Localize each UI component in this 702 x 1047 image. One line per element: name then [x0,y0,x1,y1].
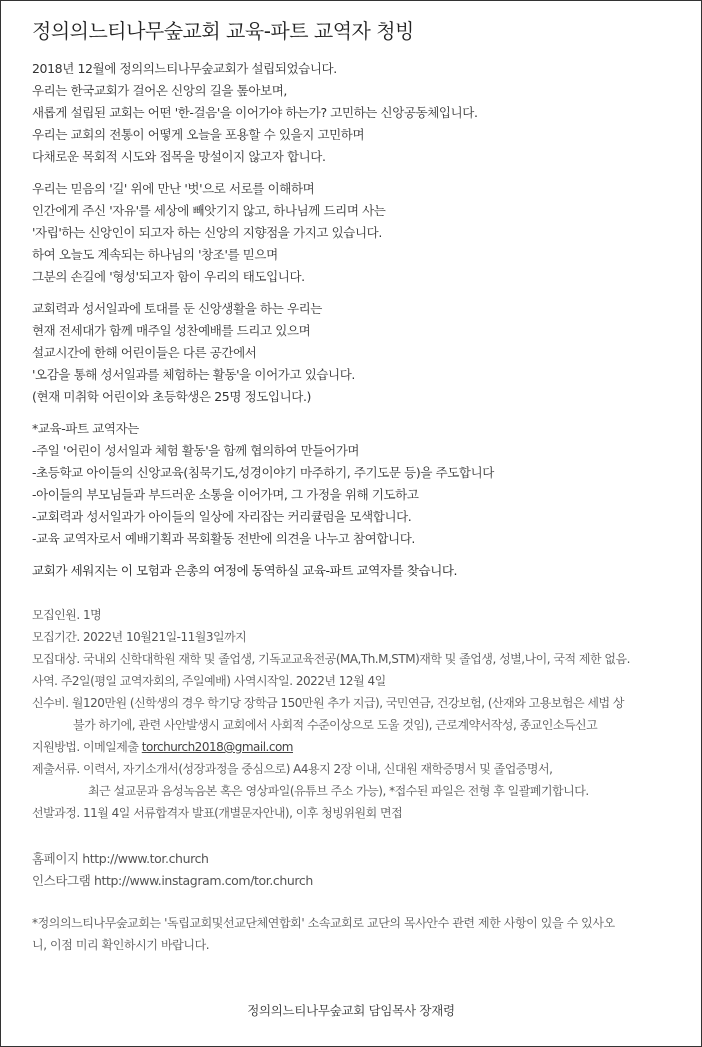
text-line: '자립'하는 신앙인이 되고자 하는 신앙의 지향점을 가지고 있습니다. [32,225,382,240]
instagram-line [32,870,692,892]
text-line: '오감을 통해 성서일과를 체험하는 활동'을 이어가고 있습니다. [32,367,355,382]
text-line: 인간에게 주신 '자유'를 세상에 빼앗기지 않고, 하나님께 드리며 사는 [32,203,386,218]
text-line: 하여 오늘도 계속되는 하나님의 '창조'를 믿으며 [32,247,278,262]
apply-label: 지원방법. 이메일제출 [32,740,142,754]
duty-item: -아이들의 부모님들과 부드러운 소통을 이어가며, 그 가정을 위해 기도하고 [32,487,419,502]
closing-paragraph [32,560,692,582]
selection-process: 선발과정. 11월 4일 서류합격자 발표(개별문자안내), 이후 청빙위원회 면접 [32,806,403,820]
homepage-link[interactable]: http://www.tor.church [82,851,209,866]
homepage-label: 홈페이지 [32,851,83,866]
recruit-target: 모집대상. 국내외 신학대학원 재학 및 졸업생, 기독교교육전공(MA,Th.M,STM)재학 및 졸업생, 성별,나이, 국적 제한 없음. [32,652,630,666]
duty-item: -교회력과 성서일과가 아이들의 일상에 자리잡는 커리큘럼을 모색합니다. [32,509,412,524]
homepage-line [32,848,692,870]
instagram-label: 인스타그램 [32,873,94,888]
text-line: 2018년 12월에 정의의느티나무숲교회가 설립되었습니다. [32,61,337,76]
duty-schedule: 사역. 주2일(평일 교역자회의, 주일예배) 사역시작일. 2022년 12월 4일 [32,674,386,688]
page-title: 정의의느티나무숲교회 교육-파트 교역자 청빙 [32,19,414,43]
text-line: 설교시간에 한해 어린이들은 다른 공간에서 [32,345,257,360]
instagram-link[interactable]: http://www.instagram.com/tor.church [93,873,313,888]
text-line: 다채로운 목회적 시도와 접목을 망설이지 않고자 합니다. [32,149,326,164]
text-line: 그분의 손길에 '형성'되고자 함이 우리의 태도입니다. [32,269,305,284]
intro-paragraph-2 [32,178,692,288]
text-line: 새롭게 설립된 교회는 어떤 '한-걸음'을 이어가야 하는가? 고민하는 신앙공동체입니다. [32,105,478,120]
duties-heading: *교육-파트 교역자는 [32,421,139,436]
text-line: 우리는 교회의 전통이 어떻게 오늘을 포용할 수 있을지 고민하며 [32,127,365,142]
apply-method [32,736,692,758]
duty-item: -초등학교 아이들의 신앙교육(침묵기도,성경이야기 마주하기, 주기도문 등)을 주도합니다 [32,465,494,480]
documents-line-2: 최근 설교문과 음성녹음본 혹은 영상파일(유튜브 주소 가능), *접수된 파일은 전형 후 일괄폐기합니다. [88,784,589,798]
text-line: 교회력과 성서일과에 토대를 둔 신앙생활을 하는 우리는 [32,301,322,316]
text-line: 우리는 한국교회가 걸어온 신앙의 길을 톺아보며, [32,83,287,98]
recruit-period: 모집기간. 2022년 10월21일-11월3일까지 [32,630,247,644]
duty-item: -교육 교역자로서 예배기획과 목회활동 전반에 의견을 나누고 참여합니다. [32,531,415,546]
notice-line-2: 니, 이점 미리 확인하시기 바랍니다. [32,938,210,952]
intro-paragraph-1 [32,58,692,168]
document-body [32,58,692,966]
text-line: 우리는 믿음의 '길' 위에 만난 '벗'으로 서로를 이해하며 [32,181,315,196]
signature: 정의의느티나무숲교회 담임목사 장재령 [247,1003,455,1018]
contact-links [32,848,692,892]
salary-line-1: 신수비. 월120만원 (신학생의 경우 학기당 장학금 150만원 추가 지급), 국민연금, 건강보험, (산재와 고용보험은 세법 상 [32,696,624,710]
recruitment-info [32,604,692,824]
duties-list [32,418,692,550]
intro-paragraph-3 [32,298,692,408]
text-line: (현재 미취학 어린이와 초등학생은 25명 정도입니다.) [32,389,312,404]
email-link[interactable]: torchurch2018@gmail.com [141,740,293,754]
recruit-count: 모집인원. 1명 [32,608,102,622]
text-line: 현재 전세대가 함께 매주일 성찬예배를 드리고 있으며 [32,323,311,338]
closing-line: 교회가 세워지는 이 모험과 은총의 여정에 동역하실 교육-파트 교역자를 찾습니다. [32,563,458,578]
duty-item: -주일 '어린이 성서일과 체험 활동'을 함께 협의하여 만들어가며 [32,443,360,458]
documents-line-1: 제출서류. 이력서, 자기소개서(성장과정을 중심으로) A4용지 2장 이내, 신대원 재학증명서 및 졸업증명서, [32,762,553,776]
denomination-notice [32,912,692,956]
notice-line-1: *정의의느티나무숲교회는 '독립교회및선교단체연합회' 소속교회로 교단의 목사안수 관련 제한 사항이 있을 수 있사오 [32,916,615,930]
salary-line-2: 불가 하기에, 관련 사안발생시 교회에서 사회적 수준이상으로 도울 것임), 근로계약서작성, 종교인소득신고 [73,718,598,732]
